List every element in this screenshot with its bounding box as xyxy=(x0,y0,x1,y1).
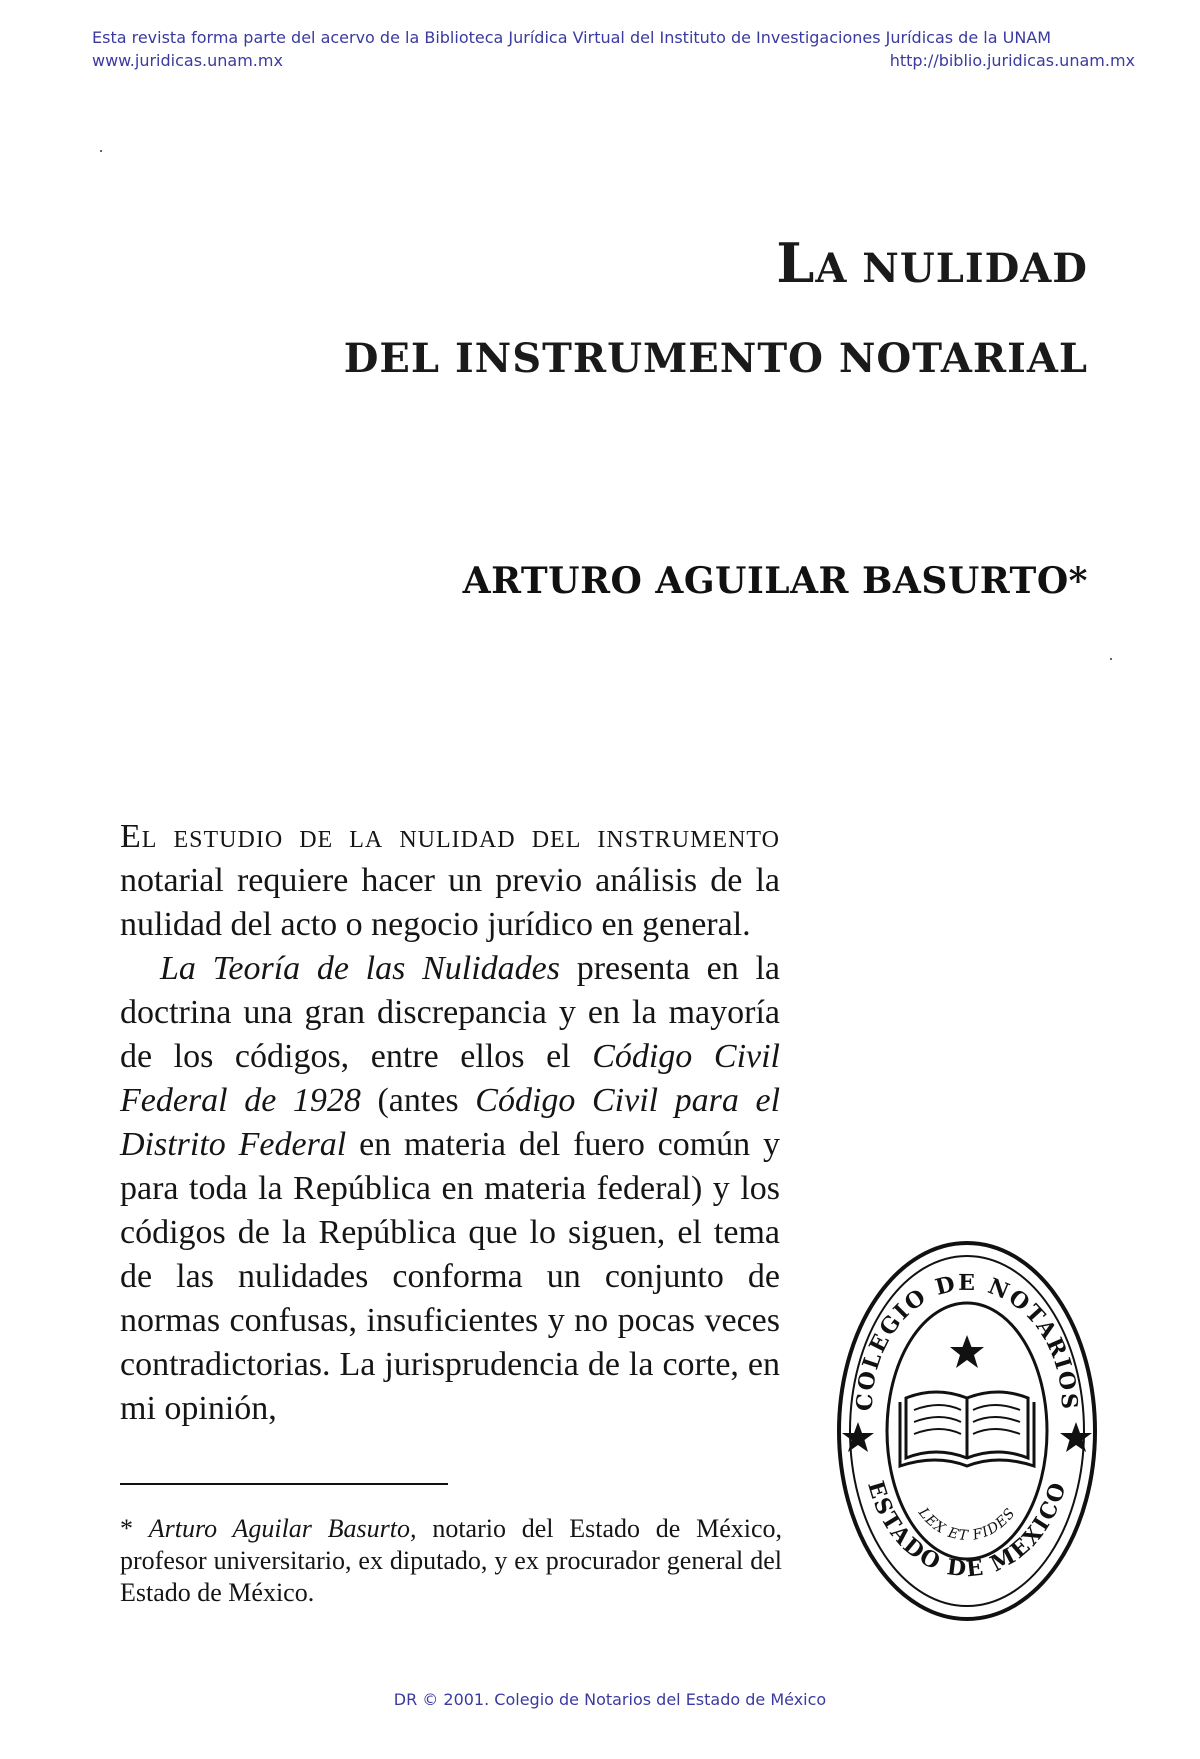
copyright-footer: DR © 2001. Colegio de Notarios del Estado de México xyxy=(393,1690,827,1709)
italic-term: Código Civil para el Distrito Federal xyxy=(120,1082,781,1163)
italic-term: La Teoría de las Nulidades xyxy=(160,950,560,987)
star-icon xyxy=(950,1335,984,1368)
star-icon xyxy=(1060,1422,1092,1452)
article-body xyxy=(120,815,780,1431)
speck xyxy=(100,150,102,152)
title-line2: DEL INSTRUMENTO NOTARIAL xyxy=(343,335,1088,382)
paragraph-1 xyxy=(120,815,780,947)
speck xyxy=(1110,658,1112,660)
seal-bottom-text: ESTADO DE MEXICO xyxy=(862,1477,1072,1583)
paragraph-2-text: presenta en la doctrina una gran discrepancia y en la mayoría de los códigos, entre ellos el xyxy=(120,950,781,1075)
open-book-icon xyxy=(900,1392,1034,1466)
title-line1: A NULIDAD xyxy=(815,245,1088,292)
header-right-url[interactable]: http://biblio.juridicas.unam.mx xyxy=(889,51,1135,70)
star-icon xyxy=(842,1422,874,1452)
footnote xyxy=(120,1513,782,1609)
header-left-url[interactable]: www.juridicas.unam.mx xyxy=(92,51,283,70)
header-notice: Esta revista forma parte del acervo de la Biblioteca Jurídica Virtual del Instituto de Investigaciones Jurídicas de la UNAM xyxy=(92,28,1052,47)
paragraph-2-text: en materia del fuero común y para toda la República en materia federal) y los códigos de la República que lo siguen, el tema de las nulidades conforma un conjunto de normas confusas, insuficientes y no pocas veces contradictorias. La jurisprudencia de la corte, en mi opinión, xyxy=(120,1126,780,1427)
header-links xyxy=(92,51,1135,70)
footnote-marker: * xyxy=(120,1514,133,1543)
paragraph-2 xyxy=(120,947,780,1431)
seal-motto: LEX ET FIDES xyxy=(915,1505,1019,1545)
notary-college-seal xyxy=(836,1240,1098,1622)
title-initial: L xyxy=(776,231,816,295)
paragraph-1-text: notarial requiere hacer un previo análisis de la nulidad del acto o negocio jurídico en general. xyxy=(120,862,780,943)
article-title xyxy=(344,222,1088,400)
footnote-name: Arturo Aguilar Basurto, xyxy=(148,1514,417,1543)
author-name: ARTURO AGUILAR BASURTO* xyxy=(462,560,1088,602)
paragraph-2-text: (antes xyxy=(377,1082,459,1119)
footnote-divider xyxy=(120,1483,448,1485)
seal-top-text: COLEGIO DE NOTARIOS xyxy=(851,1269,1083,1412)
footnote-text: notario del Estado de México, profesor universitario, ex diputado, y ex procurador general del Estado de México. xyxy=(120,1514,783,1607)
opening-small-caps: El estudio de la nulidad del instrumento xyxy=(120,818,780,855)
italic-term: Código Civil Federal de 1928 xyxy=(120,1038,780,1119)
